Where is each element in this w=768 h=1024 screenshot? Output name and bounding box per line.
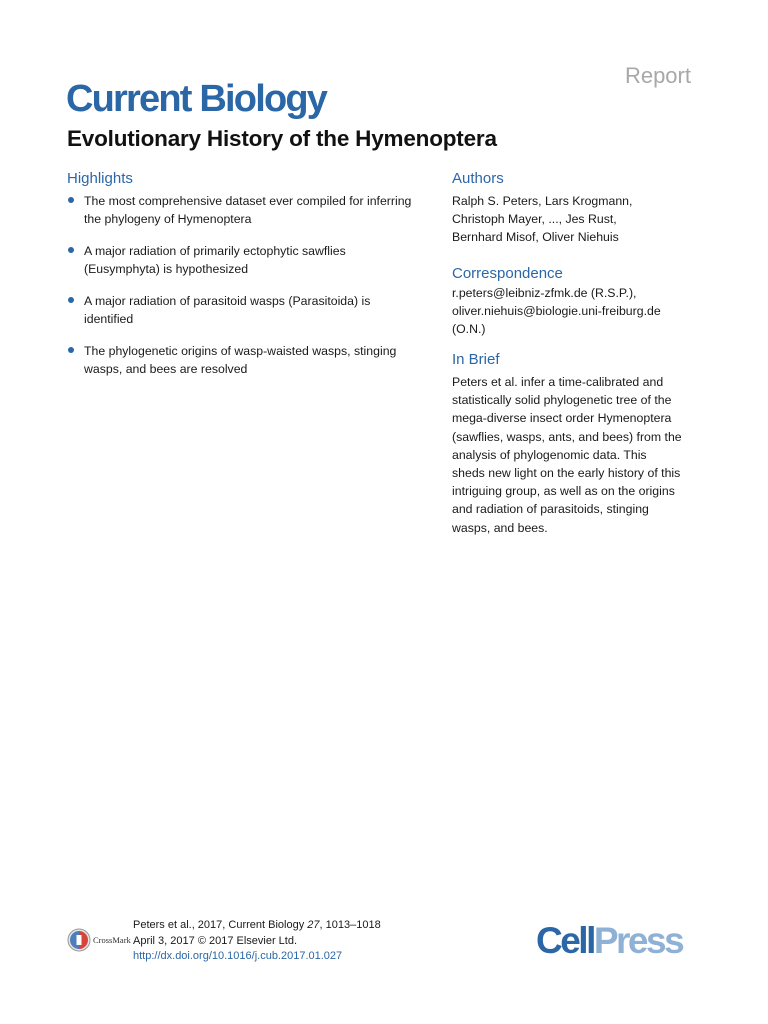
crossmark-badge[interactable] <box>67 928 131 952</box>
doi-link[interactable]: http://dx.doi.org/10.1016/j.cub.2017.01.027 <box>133 950 343 962</box>
date-copyright: April 3, 2017 © 2017 Elsevier Ltd. <box>133 934 298 947</box>
authors-heading: Authors <box>452 170 504 187</box>
citation-line: Peters et al., 2017, Current Biology 27, 1013–1018 <box>133 919 381 931</box>
highlight-item: A major radiation of primarily ectophytic sawflies (Eusymphyta) is hypothesized <box>67 242 445 278</box>
email-link[interactable]: oliver.niehuis@biologie.uni-freiburg.de <box>452 304 661 319</box>
bullet-icon <box>68 297 74 303</box>
highlight-item: The most comprehensive dataset ever compiled for inferring the phylogeny of Hymenoptera <box>67 192 445 228</box>
bullet-icon <box>68 197 74 203</box>
authors-list: Ralph S. Peters, Lars Krogmann, Christoph Mayer, ..., Jes Rust, Bernhard Misof, Oliver Niehuis <box>452 194 633 245</box>
highlight-item: The phylogenetic origins of wasp-waisted wasps, stinging wasps, and bees are resolved <box>67 342 445 378</box>
bullet-icon <box>68 247 74 253</box>
in-brief-text: Peters et al. infer a time-calibrated and statistically solid phylogenetic tree of the mega-diverse insect order Hymenoptera (sawflies, wasps, ants, and bees) from the analysis of phylogenomic data. This sheds new light on the early history of this intriguing group, as well as on the origins and radiation of parasitoids, stinging wasps, and bees. <box>452 375 682 535</box>
correspondence-heading: Correspondence <box>452 265 563 282</box>
citation-block <box>133 918 381 965</box>
email-link[interactable]: r.peters@leibniz-zfmk.de (R.S.P.), <box>452 286 637 300</box>
crossmark-label: CrossMark <box>93 935 131 945</box>
cellpress-logo: CellPress <box>536 920 683 961</box>
highlights-list <box>67 192 445 392</box>
highlight-item: A major radiation of parasitoid wasps (Parasitoida) is identified <box>67 292 445 328</box>
article-title: Evolutionary History of the Hymenoptera <box>67 126 497 151</box>
crossmark-icon <box>67 928 91 952</box>
highlights-heading: Highlights <box>67 170 133 187</box>
bullet-icon <box>68 347 74 353</box>
correspondence-emails: r.peters@leibniz-zfmk.de (R.S.P.), oliver.niehuis@biologie.uni-freiburg.de (O.N.) <box>452 284 700 339</box>
journal-name: Current Biology <box>66 78 327 120</box>
in-brief-heading: In Brief <box>452 351 500 368</box>
article-type-label: Report <box>624 63 691 88</box>
